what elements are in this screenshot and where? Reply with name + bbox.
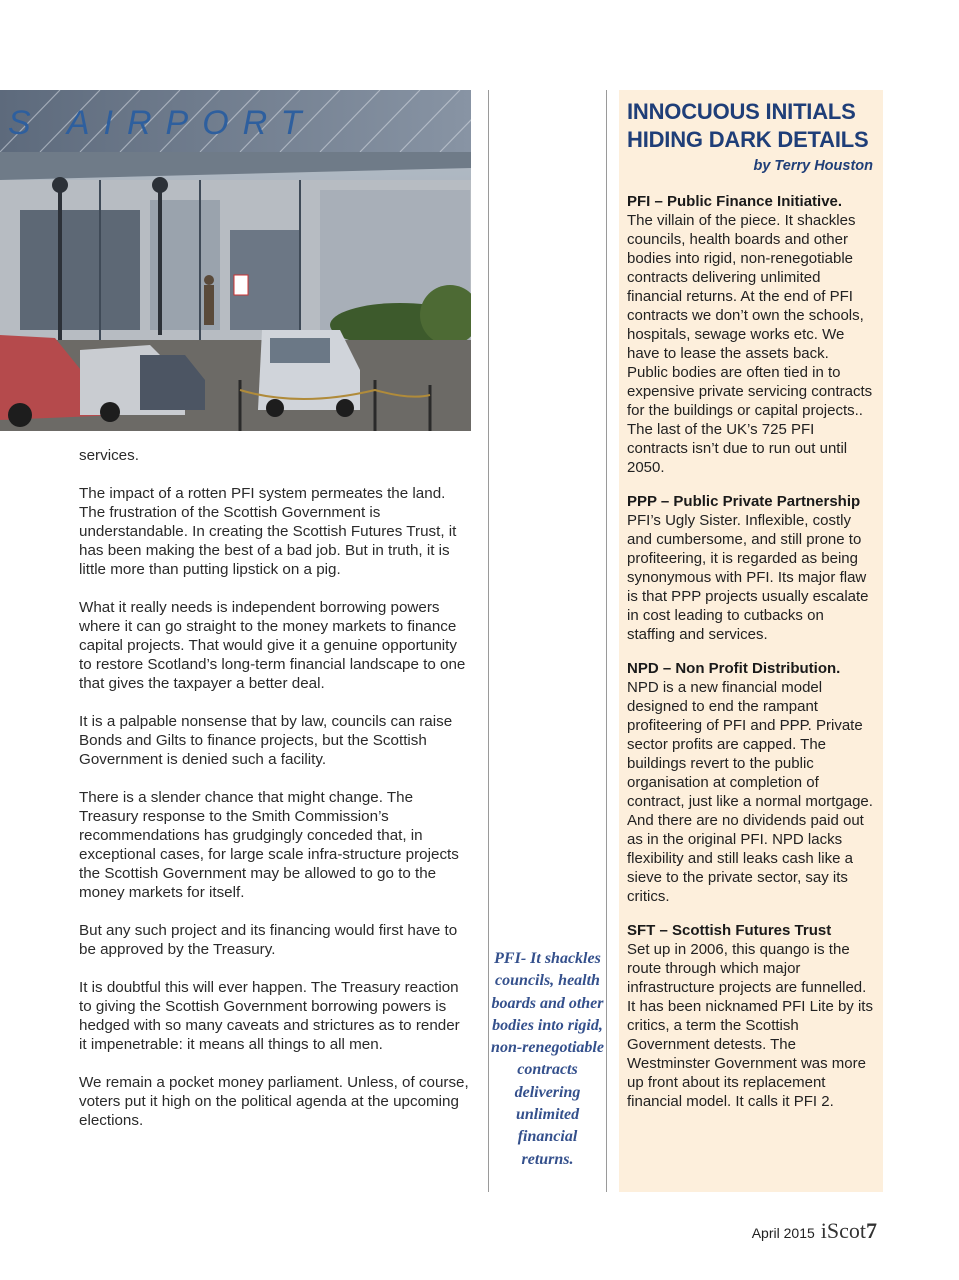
glossary-sidebar	[619, 90, 883, 1192]
sidebar-byline: by Terry Houston	[753, 158, 873, 174]
body-paragraph: services.	[79, 447, 139, 464]
airport-photo	[0, 90, 471, 431]
glossary-entry-ppp	[627, 492, 873, 644]
sidebar-title: INNOCUOUS INITIALS HIDING DARK DETAILS	[627, 99, 869, 152]
body-paragraph: It is a palpable nonsense that by law, councils can raise Bonds and Gilts to finance projects, but the Scottish Government is denied such a facility.	[79, 713, 453, 768]
glossary-text: PFI’s Ugly Sister. Inflexible, costly and cumbersome, and still prone to profiteering, it is regarded as being synonymous with PFI. Its major flaw is that PPP projects usually escalate in cost leading to cutbacks on staffing and services.	[627, 512, 869, 643]
issue-date: April 2015	[751, 1225, 815, 1241]
glossary-heading: PPP – Public Private Partnership	[627, 493, 861, 510]
body-paragraph: The impact of a rotten PFI system permeates the land. The frustration of the Scottish Government is understandable. In creating the Scottish Futures Trust, it has been making the best of a bad job. But in truth, it is little more than putting lipstick on a pig.	[79, 485, 457, 578]
glossary-entry-npd	[627, 659, 873, 906]
glossary-heading: NPD – Non Profit Distribution.	[627, 660, 841, 677]
body-paragraph: But any such project and its financing would first have to be approved by the Treasury.	[79, 922, 458, 958]
glossary-heading: PFI – Public Finance Initiative.	[627, 193, 843, 210]
glossary-text: NPD is a new financial model designed to end the rampant profiteering of PFI and PPP. Private sector profits are capped. The buildings revert to the public organisation at completion of contract, just like a normal mortgage. And there are no dividends paid out as in the original PFI. NPD lacks flexibility and still leaks cash like a sieve to the private sector, say its critics.	[627, 679, 873, 905]
article-body	[79, 446, 471, 1149]
body-paragraph: It is doubtful this will ever happen. The Treasury reaction to giving the Scottish Government borrowing powers is hedged with so many caveats and strictures as to render it impenetrable: it means all things to all men.	[79, 979, 460, 1053]
glossary-entry-sft	[627, 921, 873, 1111]
body-paragraph: We remain a pocket money parliament. Unless, of course, voters put it high on the political agenda at the upcoming elections.	[79, 1074, 469, 1129]
page-number: 7	[866, 1218, 877, 1243]
body-paragraph: What it really needs is independent borrowing powers where it can go straight to the money markets to finance capital projects. That would give it a genuine opportunity to restore Scotland’s long-term financial landscape to one that gives the taxpayer a better deal.	[79, 599, 466, 692]
magazine-brand: iScot	[820, 1218, 866, 1243]
body-paragraph: There is a slender chance that might change. The Treasury response to the Smith Commission’s recommendations has grudgingly conceded that, in exceptional cases, for large scale infra-structure projects the Scottish Government may be allowed to go to the money markets for itself.	[79, 789, 459, 901]
airport-photo-illustration	[0, 90, 471, 431]
glossary-text: Set up in 2006, this quango is the route through which major infrastructure projects are funnelled. It has been nicknamed PFI Lite by its critics, a term the Scottish Government detests. The Westminster Government was more up front about its replacement financial model. It calls it PFI 2.	[627, 941, 873, 1110]
column-divider	[488, 90, 489, 1192]
airport-sign-text: S AIRPORT	[8, 104, 316, 142]
pull-quote: PFI- It shackles councils, health boards and other bodies into rigid, non-renegotiable contracts delivering unlimited financial returns.	[491, 950, 604, 1168]
glossary-heading: SFT – Scottish Futures Trust	[627, 922, 832, 939]
page-footer	[752, 1218, 877, 1244]
glossary-entry-pfi	[627, 192, 873, 477]
column-divider	[606, 90, 607, 1192]
glossary-text: The villain of the piece. It shackles councils, health boards and other bodies into rigid, non-renegotiable contracts delivering unlimited financial returns. At the end of PFI contracts we don’t own the schools, hospitals, sewage works etc. We have to lease the assets back. Public bodies are often tied in to expensive private servicing contracts for the buildings or capital projects.. The last of the UK’s 725 PFI contracts isn’t due to run out until 2050.	[627, 212, 873, 476]
